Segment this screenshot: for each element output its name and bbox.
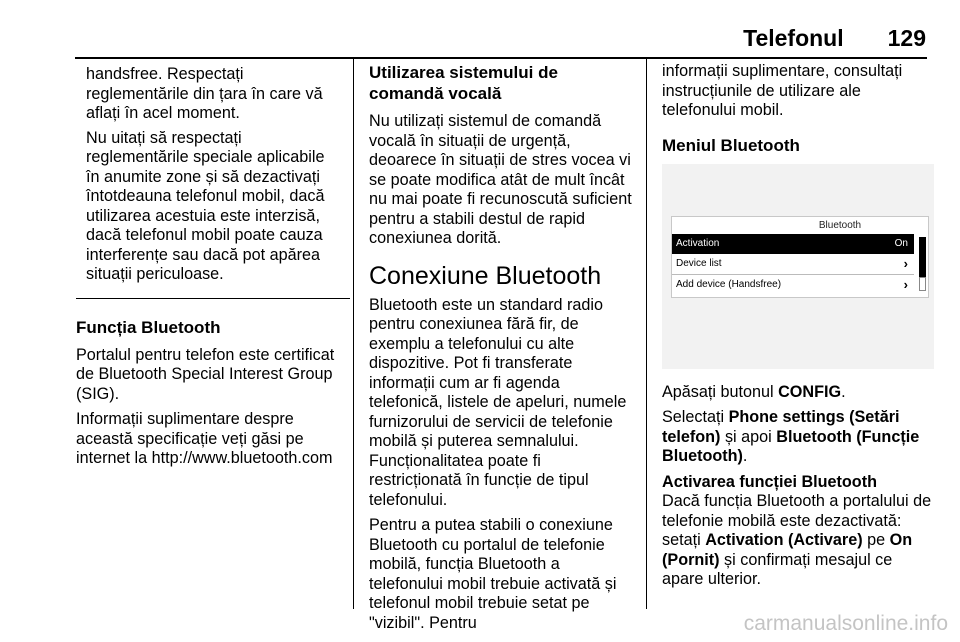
paragraph: informații suplimentare, consultați instrucțiunile de utilizare ale telefonului mobil. bbox=[662, 62, 903, 119]
column-3 bbox=[662, 62, 934, 596]
subheading: Activarea funcției Bluetooth bbox=[662, 472, 877, 491]
column-divider bbox=[353, 59, 354, 609]
paragraph: Selectați Phone settings (Setări telefon) și apoi Bluetooth (Funcție Bluetooth). bbox=[662, 408, 920, 465]
menu-row-label: Add device (Handsfree) bbox=[676, 278, 782, 290]
menu-row-device-list bbox=[672, 254, 914, 275]
section-heading: Meniul Bluetooth bbox=[662, 135, 800, 155]
bluetooth-menu-panel bbox=[671, 216, 929, 298]
paragraph: Bluetooth este un standard radio pentru conexiunea fără fir, de exemplu a telefonului cu alte dispozitive. Pot fi transferate informații cum ar fi agenda telefonică, listele de apeluri, numele furnizorului de servicii de telefonie mobilă și puterea semnalului. Funcționalitatea poate fi restricționată în funcție de tipul telefonului. bbox=[369, 295, 627, 509]
paragraph: Pentru a putea stabili o conexiune Bluetooth cu portalul de telefonie mobilă, funcția Bluetooth a telefonului mobil trebuie activată și telefonul mobil trebuie setat pe "vizibil". Pentru bbox=[369, 516, 617, 632]
section-title: Telefonul bbox=[743, 25, 844, 51]
paragraph: Apăsați butonul CONFIG. bbox=[662, 382, 846, 401]
section-heading: Funcția Bluetooth bbox=[76, 317, 221, 337]
chapter-heading: Conexiune Bluetooth bbox=[369, 261, 602, 290]
scrollbar-track bbox=[919, 277, 926, 291]
column-2 bbox=[369, 62, 635, 639]
scrollbar-thumb bbox=[919, 237, 926, 277]
menu-title: Bluetooth bbox=[818, 219, 862, 231]
menu-row-add-device bbox=[672, 275, 914, 295]
menu-row-activation bbox=[672, 234, 914, 254]
page-number: 129 bbox=[887, 25, 926, 51]
watermark: carmanualsonline.info bbox=[743, 612, 948, 635]
paragraph: Nu utilizați sistemul de comandă vocală în situații de urgență, deoarece în situații de stres vocea vi se poate modifica atât de mult încât nu mai poate fi recunoscută suficient pentru a stabili destul de rapid conexiunea dorită. bbox=[369, 112, 632, 247]
menu-row-value: On bbox=[894, 237, 908, 249]
note-text: handsfree. Respectați reglementările din țara în care vă aflați în acel moment. bbox=[86, 65, 323, 122]
menu-row-label: Device list bbox=[676, 257, 722, 269]
bluetooth-menu-screenshot bbox=[662, 164, 934, 369]
paragraph: Informații suplimentare despre această specificație veți găsi pe internet la http://www.bluetooth.com bbox=[76, 410, 333, 467]
chevron-right-icon: › bbox=[903, 276, 908, 292]
header-rule bbox=[75, 57, 927, 59]
section-heading: Utilizarea sistemului de comandă vocală bbox=[369, 63, 558, 103]
menu-row-label: Activation bbox=[676, 237, 720, 249]
note-text: Nu uitați să respectați reglementările speciale aplicabile în anumite zone și să dezactivați întotdeauna telefonul mobil, dacă utilizarea acestuia este interzisă, dacă telefonul mobil poate cauza interferențe sau dacă pot apărea situații periculoase. bbox=[86, 128, 325, 283]
column-1 bbox=[76, 62, 346, 475]
paragraph: setați Activation (Activare) pe On (Pornit) și confirmați mesajul ce apare ulterior. bbox=[662, 531, 913, 588]
column-divider bbox=[646, 59, 647, 609]
note-box bbox=[76, 62, 350, 299]
paragraph: Portalul pentru telefon este certificat de Bluetooth Special Interest Group (SIG). bbox=[76, 345, 335, 403]
paragraph: Dacă funcția Bluetooth a portalului de telefonie mobilă este dezactivată: bbox=[662, 492, 932, 530]
page-header bbox=[743, 25, 926, 52]
chevron-right-icon: › bbox=[903, 255, 908, 271]
